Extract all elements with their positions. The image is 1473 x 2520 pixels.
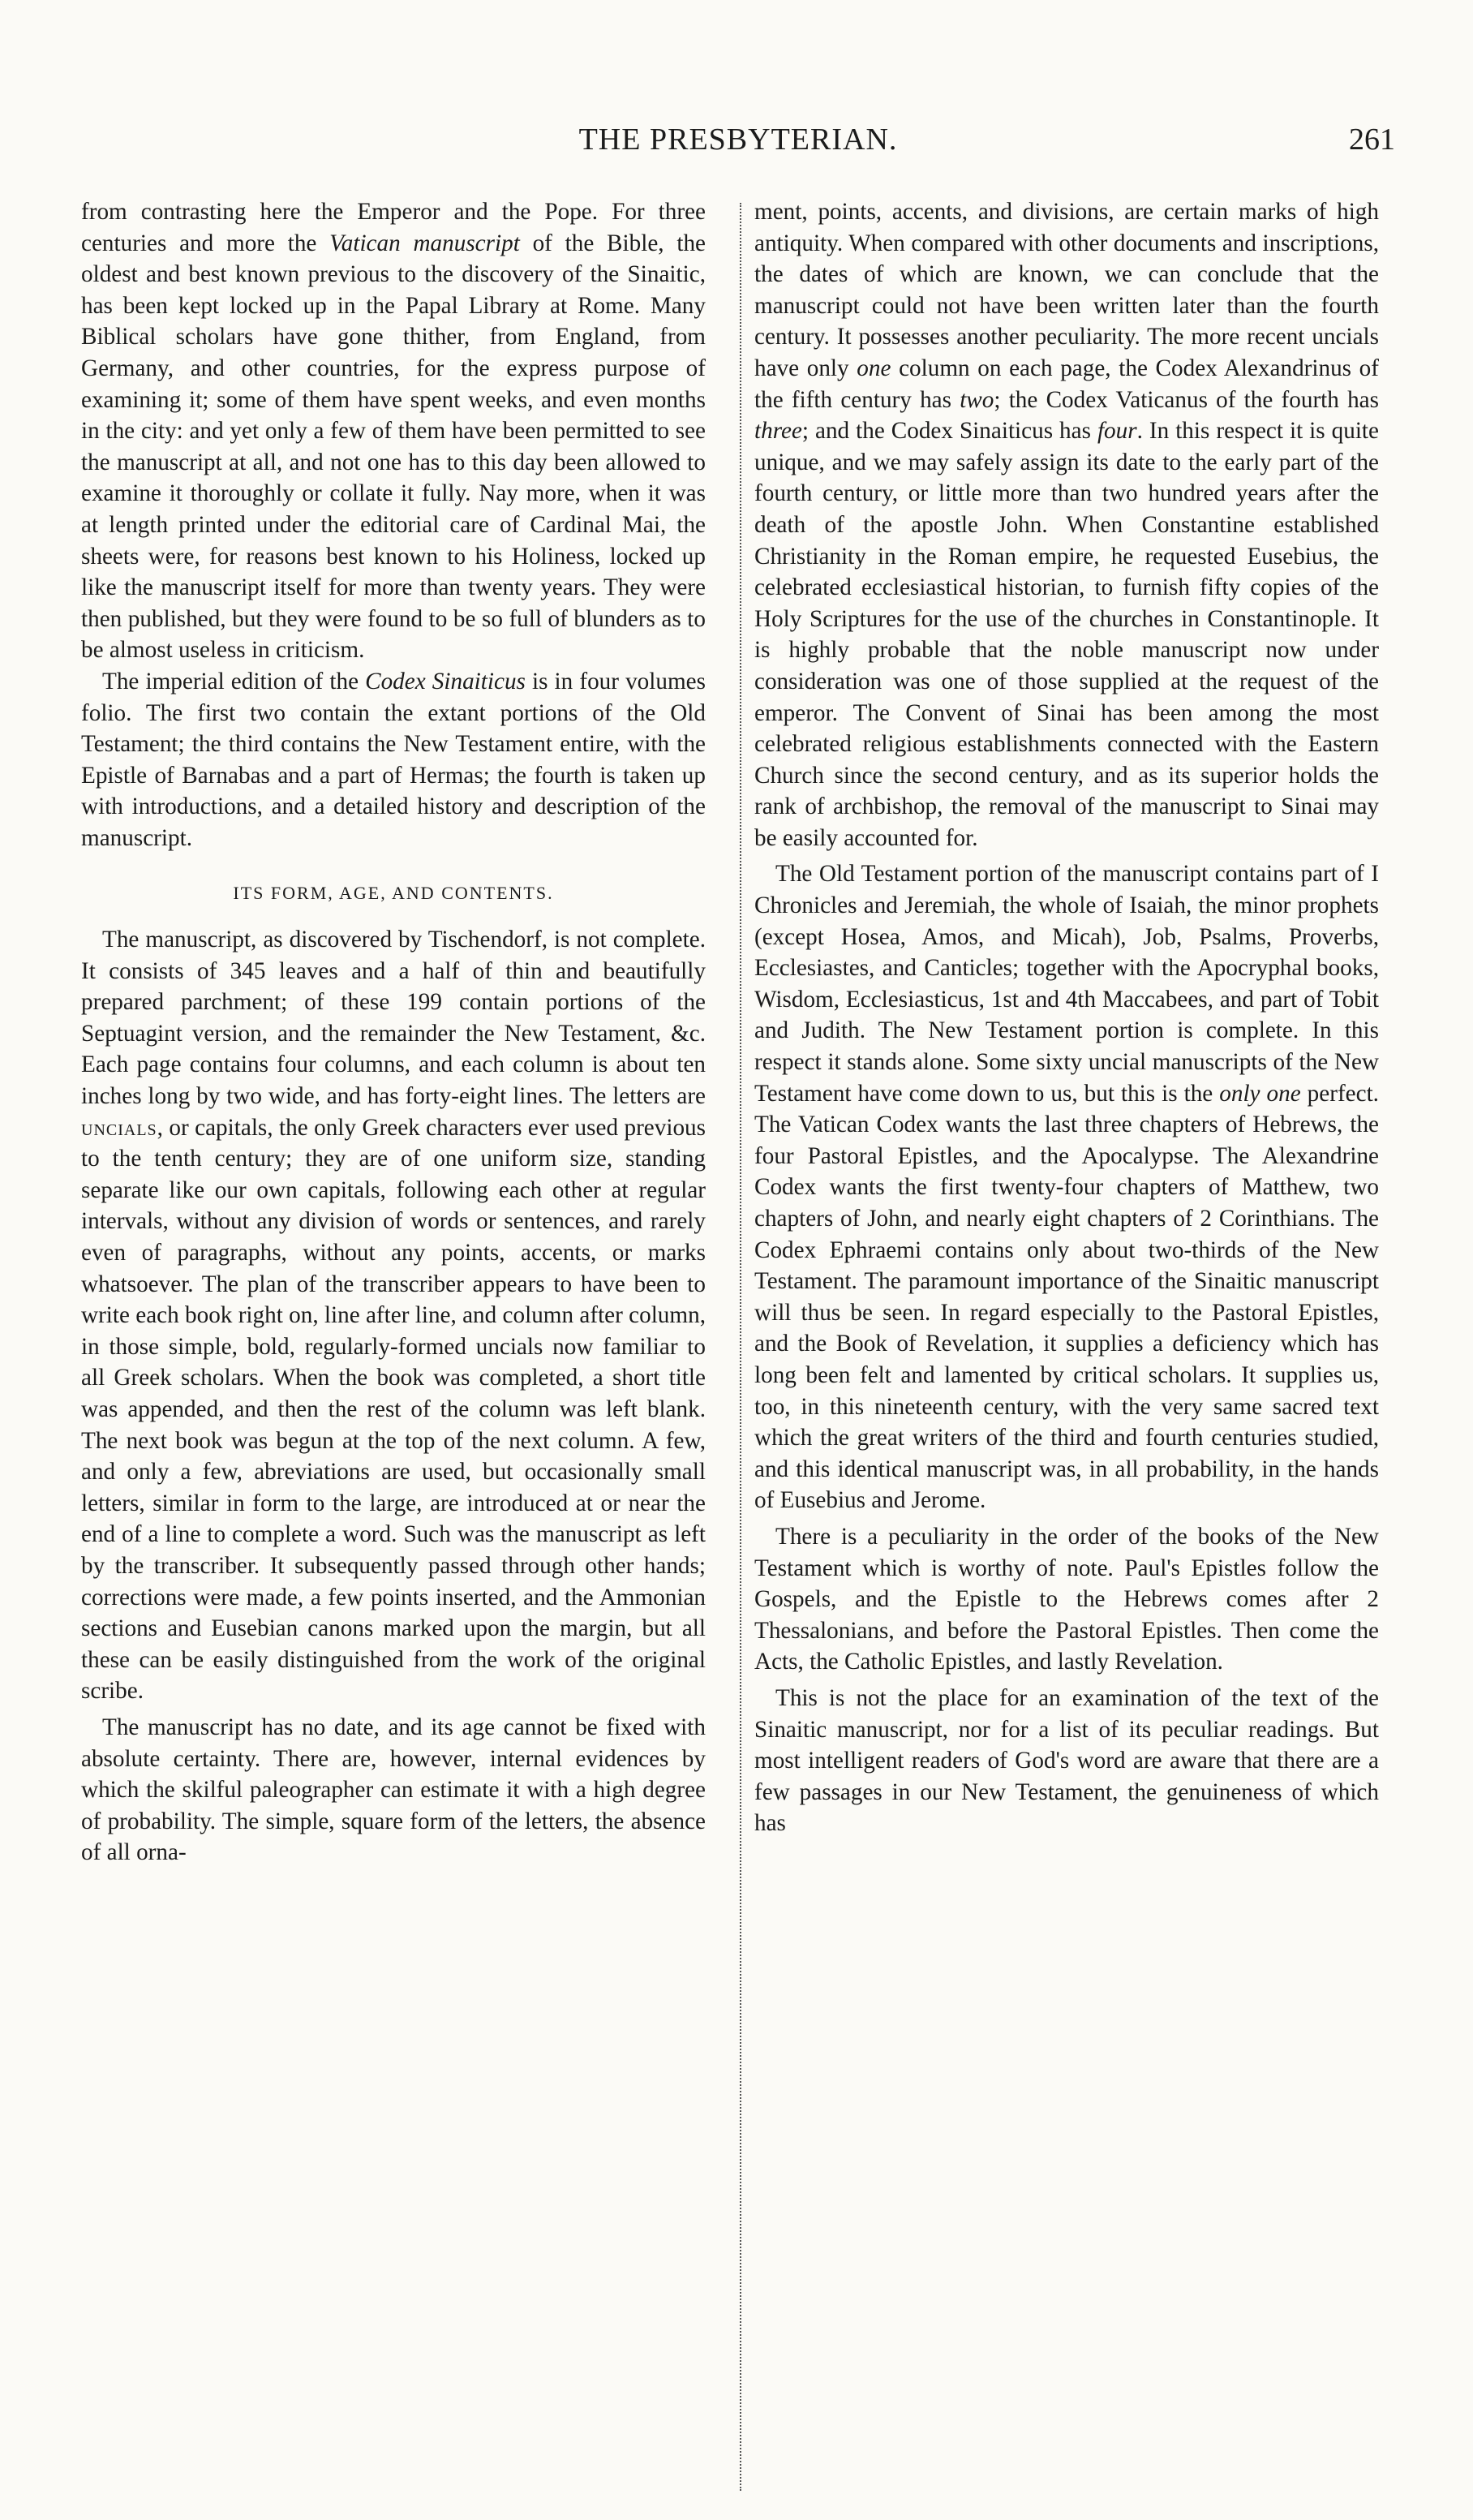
page-header [81,122,1395,170]
paragraph-right-2: The Old Testament portion of the manuscript contains part of I Chronicles and Jeremiah, the whole of Isaiah, the minor prophets (except Hosea, Amos, and Micah), Job, Psalms, Proverbs, Ecclesiastes, and Canticles; together with the Apocryphal books, Wisdom, Ecclesiasticus, 1st and 4th Maccabees, and part of Tobit and Judith. The New Testament portion is complete. In this respect it stands alone. Some sixty uncial manuscripts of the New Testament have come down to us, but this is the only one perfect. The Vatican Codex wants the last three chapters of Hebrews, the four Pastoral Epistles, and the Apocalypse. The Alexandrine Codex wants the first twenty-four chapters of Matthew, two chapters of John, and nearly eight chapters of 2 Corinthians. The Codex Ephraemi contains only about two-thirds of the New Testament. The paramount importance of the Sinaitic manuscript will thus be seen. In regard especially to the Pastoral Epistles, and the Book of Revelation, it supplies a deficiency which has long been felt and lamented by critical scholars. It supplies us, too, in this nineteenth century, with the very same sacred text which the great writers of the third and fourth centuries studied, and this identical manuscript was, in all probability, in the hands of Eusebius and Jerome. [754,861,1379,1514]
paragraph-right-3: There is a peculiarity in the order of the books of the New Testament which is worthy of note. Paul's Epistles follow the Gospels, and the Epistle to the Hebrews comes after 2 Thessalonians, and before the Pastoral Epistles. Then come the Acts, the Catholic Epistles, and lastly Revelation. [754,1523,1379,1675]
paragraph-right-4: This is not the place for an examination of the text of the Sinaitic manuscript, nor for a list of its peculiar readings. But most intelligent readers of God's word are aware that there are a few passages in our New Testament, the genuineness of which has [754,1684,1379,1837]
left-column [81,196,706,1868]
paragraph-left-4: The manuscript has no date, and its age cannot be fixed with absolute certainty. There are, however, internal evidences by which the skilful paleographer can estimate it with a high degree of probability. The simple, square form of the letters, the absence of all orna- [81,1714,706,1866]
paragraph-left-2: The imperial edition of the Codex Sinaiticus is in four volumes folio. The first two contain the extant portions of the Old Testament; the third contains the New Testament entire, with the Epistle of Barnabas and a part of Hermas; the fourth is taken up with introductions, and a detailed history and description of the manuscript. [81,668,706,851]
column-divider [740,203,741,2491]
section-heading: ITS FORM, AGE, AND CONTENTS. [233,883,554,904]
paragraph-left-1: from contrasting here the Emperor and the Pope. For three centuries and more the Vatican manuscript of the Bible, the oldest and best known previous to the discovery of the Sinaitic, has been kept locked up in the Papal Library at Rome. Many Biblical scholars have gone thither, from England, from Germany, and other countries, for the express purpose of examining it; some of them have spent weeks, and even months in the city: and yet only a few of them have been permitted to see the manuscript at all, and not one has to this day been allowed to examine it thoroughly or collate it fully. Nay more, when it was at length printed under the editorial care of Cardinal Mai, the sheets were, for reasons best known to his Holiness, locked up like the manuscript itself for more than twenty years. They were then published, but they were found to be so full of blunders as to be almost useless in criticism. [81,199,706,664]
page-number: 261 [1349,123,1395,157]
publication-title: THE PRESBYTERIAN. [578,123,898,157]
paragraph-right-1: ment, points, accents, and divisions, are certain marks of high antiquity. When compared with other documents and inscriptions, the dates of which are known, we can conclude that the manuscript could not have been written later than the fourth century. It possesses another peculiarity. The more recent uncials have only one column on each page, the Codex Alexandrinus of the fifth century has two; the Codex Vaticanus of the fourth has three; and the Codex Sinaiticus has four. In this respect it is quite unique, and we may safely assign its date to the early part of the fourth century, or little more than two hundred years after the death of the apostle John. When Constantine established Christianity in the Roman empire, he requested Eusebius, the celebrated ecclesiastical historian, to furnish fifty copies of the Holy Scriptures for the use of the churches in Constantinople. It is highly probable that the noble manuscript now under consideration was one of those supplied at the request of the emperor. The Convent of Sinai has been among the most celebrated religious establishments connected with the Eastern Church since the second century, and as its superior holds the rank of archbishop, the removal of the manuscript to Sinai may be easily accounted for. [754,199,1379,851]
right-column [754,196,1379,1839]
paragraph-left-3: The manuscript, as discovered by Tischendorf, is not complete. It consists of 345 leaves and a half of thin and beautifully prepared parchment; of these 199 contain portions of the Septuagint version, and the remainder the New Testament, &c. Each page contains four columns, and each column is about ten inches long by two wide, and has forty-eight lines. The letters are uncials, or capitals, the only Greek characters ever used previous to the tenth century; they are of one uniform size, standing separate like our own capitals, following each other at regular intervals, without any division of words or sentences, and rarely even of paragraphs, without any points, accents, or marks whatsoever. The plan of the transcriber appears to have been to write each book right on, line after line, and column after column, in those simple, bold, regularly-formed uncials now familiar to all Greek scholars. When the book was completed, a short title was appended, and then the rest of the column was left blank. The next book was begun at the top of the next column. A few, and only a few, abreviations are used, but occasionally small letters, similar in form to the large, are introduced at or near the end of a line to complete a word. Such was the manuscript as left by the transcriber. It subsequently passed through other hands; corrections were made, a few points inserted, and the Ammonian sections and Eusebian canons marked upon the margin, but all these can be easily distinguished from the work of the original scribe. [81,927,706,1705]
